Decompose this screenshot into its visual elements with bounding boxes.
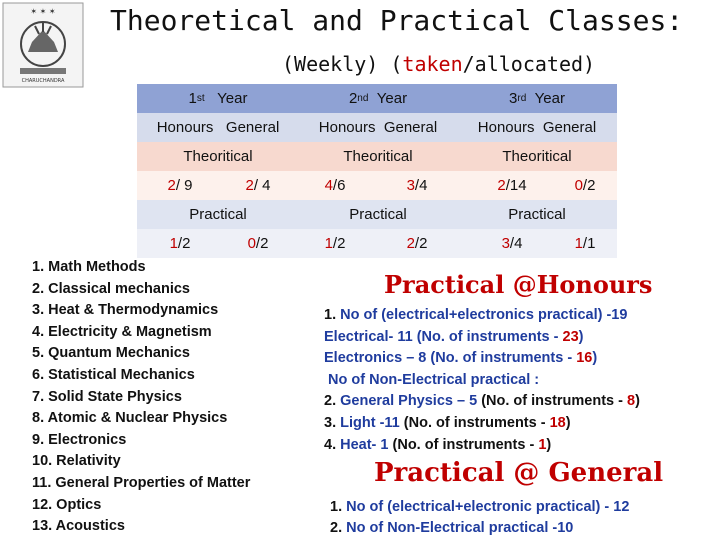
item-text: ) <box>565 414 571 431</box>
topic-item: 11. General Properties of Matter <box>32 474 251 491</box>
item-num: 1. <box>330 499 347 515</box>
year-3-label: Year <box>534 90 565 107</box>
topic-item: 12. Optics <box>32 496 102 513</box>
year-2-practical-label: Practical <box>299 200 457 229</box>
item-num: 1. <box>324 307 341 323</box>
item-count: 1 <box>538 436 547 453</box>
practical-alloc: /4 <box>509 235 523 252</box>
year-1-sup: st <box>196 93 205 104</box>
practical-taken: 2 <box>406 235 415 252</box>
theory-taken: 4 <box>324 177 333 194</box>
theory-alloc: /2 <box>582 177 596 194</box>
topic-item: 2. Classical mechanics <box>32 280 190 297</box>
year-3-practical-label: Practical <box>457 200 617 229</box>
practical-value-y3-honours <box>477 229 547 258</box>
year-2-theory-label: Theoritical <box>299 142 457 171</box>
theory-alloc: / 4 <box>253 177 271 194</box>
item-text: (No. of instruments - <box>392 436 539 453</box>
item-num: 2. <box>330 520 347 536</box>
theory-taken: 3 <box>406 177 415 194</box>
item-count: 8 <box>627 393 636 410</box>
practical-taken: 0 <box>247 235 256 252</box>
topic-item: 7. Solid State Physics <box>32 388 182 405</box>
year-3-subheader <box>457 113 617 142</box>
college-logo <box>2 2 84 88</box>
practical-honours-item <box>324 305 640 327</box>
theory-taken: 2 <box>167 177 176 194</box>
general-label: General <box>542 119 597 136</box>
item-text: Light -11 <box>340 414 404 431</box>
svg-text:✶ ✶ ✶: ✶ ✶ ✶ <box>30 7 56 16</box>
practical-honours-list <box>324 305 640 456</box>
theory-taken: 2 <box>497 177 506 194</box>
general-label: General <box>225 119 280 136</box>
practical-alloc: /2 <box>255 235 269 252</box>
item-count: 18 <box>549 414 566 431</box>
theory-taken: 0 <box>574 177 583 194</box>
year-1-num: 1 <box>188 90 197 107</box>
item-text: Heat- 1 <box>340 436 393 453</box>
honours-label: Honours <box>477 119 535 136</box>
theory-taken: 2 <box>245 177 254 194</box>
topic-item: 9. Electronics <box>32 431 127 448</box>
subtitle-taken: taken <box>402 52 463 76</box>
item-num: 2. <box>324 393 341 410</box>
practical-alloc: /2 <box>332 235 346 252</box>
theory-value-y2-honours <box>300 171 370 200</box>
theory-value-y3-honours <box>477 171 547 200</box>
topic-item: 3. Heat & Thermodynamics <box>32 302 219 319</box>
practical-honours-item <box>324 413 640 435</box>
practical-honours-item <box>324 391 640 413</box>
year-2-num: 2 <box>348 90 358 107</box>
topic-item: 1. Math Methods <box>32 259 146 275</box>
topic-item: 5. Quantum Mechanics <box>32 345 190 362</box>
practical-value-y1-general <box>218 229 298 258</box>
item-num: 3. <box>324 414 341 431</box>
theory-value-y2-general <box>382 171 452 200</box>
theory-value-y1-honours <box>140 171 220 200</box>
item-text: (No. of instruments - <box>481 393 627 410</box>
year-2-header <box>299 84 457 113</box>
practical-honours-heading: Practical @Honours <box>384 270 653 299</box>
practical-honours-item <box>324 348 640 370</box>
year-2-sup: nd <box>357 93 369 104</box>
page-title: Theoretical and Practical Classes: <box>110 4 684 37</box>
honours-label: Honours <box>156 119 214 136</box>
practical-taken: 1 <box>324 235 333 252</box>
practical-general-heading: Practical @ General <box>374 458 664 488</box>
theory-alloc: /4 <box>414 177 428 194</box>
item-text: General Physics – 5 <box>340 393 482 410</box>
item-text: (No. of instruments - <box>416 328 563 345</box>
topic-item: 8. Atomic & Nuclear Physics <box>32 410 228 427</box>
practical-value-y2-general <box>382 229 452 258</box>
item-count: 16 <box>576 350 593 367</box>
general-label: General <box>383 119 438 136</box>
practical-alloc: /2 <box>177 235 191 252</box>
practical-taken: 1 <box>574 235 583 252</box>
year-1-header <box>137 84 299 113</box>
item-text: No of (electrical+electronics practical) -19 <box>340 307 628 323</box>
year-2-label: Year <box>376 90 408 107</box>
page-subtitle <box>282 52 595 76</box>
practical-value-y1-honours <box>140 229 220 258</box>
practical-alloc: /2 <box>414 235 428 252</box>
theory-value-y1-general <box>218 171 298 200</box>
item-text: No of (electrical+electronic practical) - 12 <box>346 499 630 515</box>
practical-taken: 1 <box>169 235 178 252</box>
year-1-label: Year <box>217 90 248 107</box>
practical-value-y2-honours <box>300 229 370 258</box>
item-text: (No. of instruments - <box>403 414 550 431</box>
year-3-num: 3 <box>509 90 518 107</box>
practical-alloc: /1 <box>582 235 596 252</box>
topic-item: 4. Electricity & Magnetism <box>32 323 212 340</box>
practical-general-item <box>330 497 629 518</box>
year-1-practical-label: Practical <box>137 200 299 229</box>
item-text: ) <box>578 328 584 345</box>
item-num: 4. <box>324 436 341 453</box>
item-text: Electronics – 8 <box>324 350 431 367</box>
year-3-header <box>457 84 617 113</box>
practical-honours-item: No of Non-Electrical practical : <box>324 371 540 388</box>
topic-item: 6. Statistical Mechanics <box>32 366 195 383</box>
honours-label: Honours <box>318 119 376 136</box>
year-1-subheader <box>137 113 299 142</box>
practical-general-list <box>330 497 629 539</box>
practical-general-item <box>330 518 629 539</box>
item-text: ) <box>592 350 598 367</box>
year-3-theory-label: Theoritical <box>457 142 617 171</box>
year-3-sup: rd <box>517 93 527 104</box>
topic-item: 10. Relativity <box>32 453 121 470</box>
theory-alloc: /6 <box>332 177 346 194</box>
item-text: ) <box>635 393 640 410</box>
item-text: (No. of instruments - <box>430 350 577 367</box>
practical-honours-item <box>324 327 640 349</box>
theory-value-y3-general <box>550 171 620 200</box>
subtitle-pre: (Weekly) ( <box>282 52 403 76</box>
subtitle-post: /allocated) <box>462 52 596 76</box>
practical-taken: 3 <box>501 235 510 252</box>
item-text: Electrical- 11 <box>324 328 417 345</box>
year-1-theory-label: Theoritical <box>137 142 299 171</box>
item-text: ) <box>546 436 552 453</box>
topic-item: 13. Acoustics <box>32 518 125 535</box>
theory-alloc: /14 <box>505 177 527 194</box>
item-text: No of Non-Electrical practical -10 <box>346 520 574 536</box>
svg-text:CHARUCHANDRA: CHARUCHANDRA <box>21 78 65 84</box>
syllabus-topic-list <box>32 257 250 538</box>
item-count: 23 <box>562 328 579 345</box>
practical-honours-item <box>324 435 640 457</box>
year-2-subheader <box>299 113 457 142</box>
practical-value-y3-general <box>550 229 620 258</box>
theory-alloc: / 9 <box>175 177 193 194</box>
